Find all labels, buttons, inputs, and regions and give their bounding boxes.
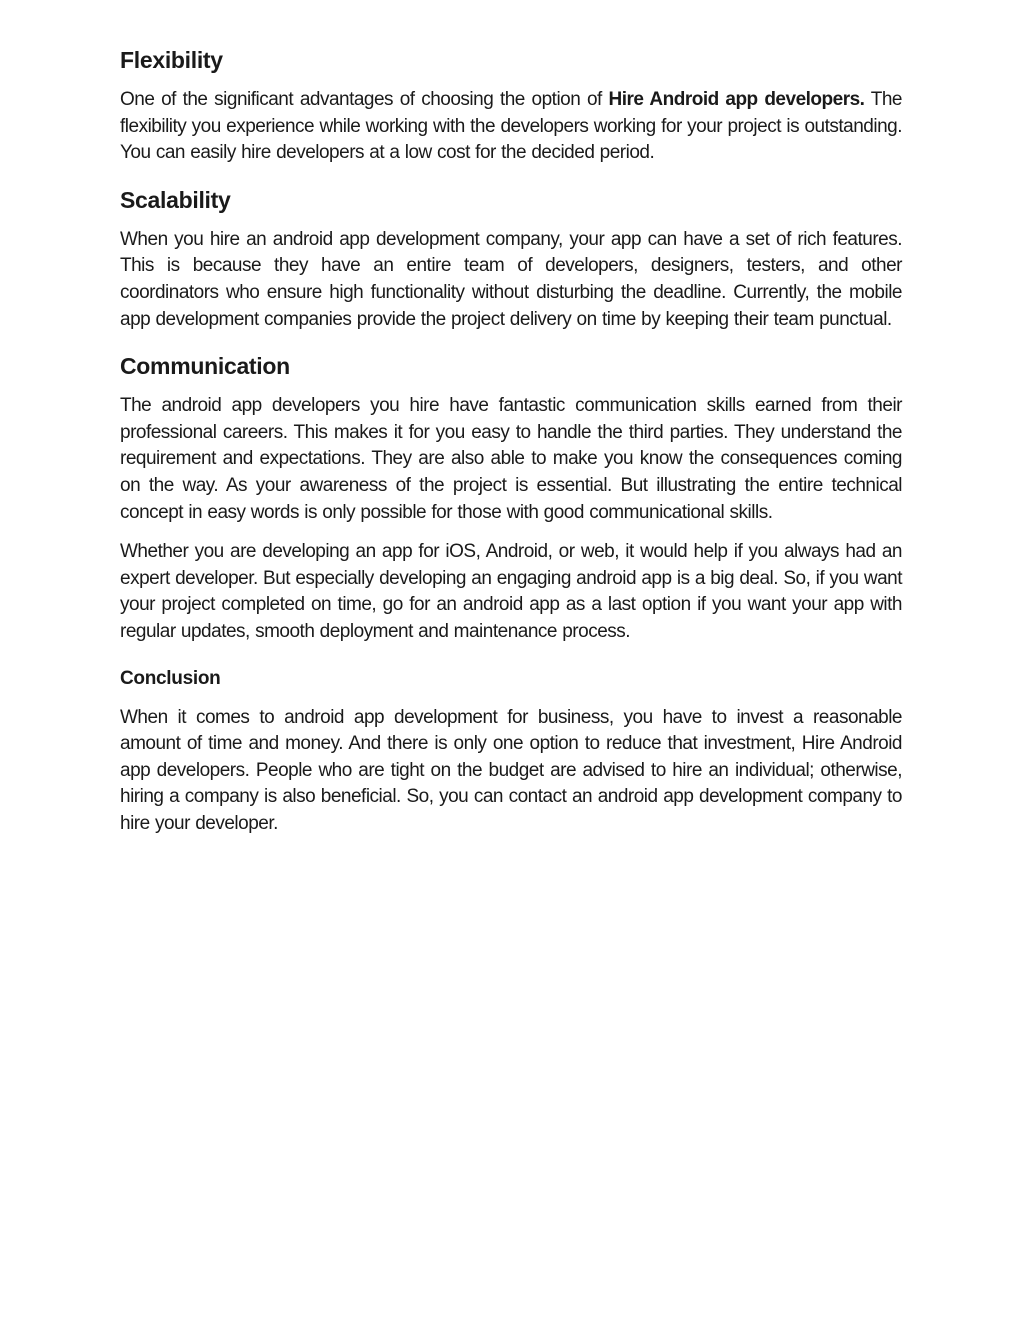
text-run: The flexibility you experience while working with the developers working for your project is outstanding. You can easily hire developers at a low cost for the decided period. xyxy=(120,89,902,164)
text-run-bold: Hire Android app developers. xyxy=(608,89,865,110)
section-heading-communication: Communication xyxy=(120,353,290,380)
section-heading-scalability: Scalability xyxy=(120,186,231,213)
paragraph-communication-2: Whether you are developing an app for iOS, Android, or web, it would help if you always had an expert developer. But especially developing an engaging android app is a big deal. So, if you want your project completed on time, go for an android app as a last option if you want your app with regular updates, smooth deployment and maintenance process. xyxy=(120,541,902,642)
paragraph-communication-1: The android app developers you hire have fantastic communication skills earned from their professional careers. This makes it for you easy to handle the third parties. They understand the requirement and expectations. They are also able to make you know the consequences coming on the way. As your awareness of the project is essential. But illustrating the entire technical concept in easy words is only possible for those with good communicational skills. xyxy=(120,395,902,523)
paragraph-flexibility xyxy=(120,87,902,167)
paragraph-scalability: When you hire an android app development company, your app can have a set of rich features. This is because they have an entire team of developers, designers, testers, and other coordinators who ensure high functionality without disturbing the deadline. Currently, the mobile app development companies provide the project delivery on time by keeping their team punctual. xyxy=(120,228,902,330)
paragraph-conclusion: When it comes to android app development for business, you have to invest a reasonable amount of time and money. And there is only one option to reduce that investment, Hire Android app developers. People who are tight on the budget are advised to hire an individual; otherwise, hiring a company is also beneficial. So, you can contact an android app development company to hire your developer. xyxy=(120,706,902,834)
text-run: One of the significant advantages of choosing the option of xyxy=(120,89,609,110)
section-heading-flexibility: Flexibility xyxy=(120,47,223,73)
section-heading-conclusion: Conclusion xyxy=(120,667,221,689)
